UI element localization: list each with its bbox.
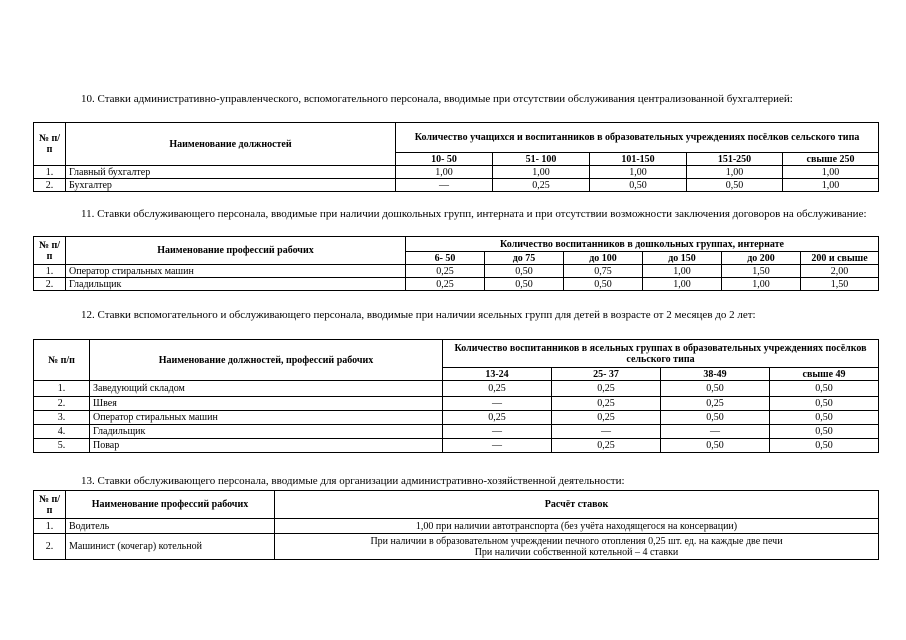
rate-cell: 2,00 xyxy=(801,265,879,278)
group-header: Количество учащихся и воспитанников в образовательных учреждениях посёлков сельского типа xyxy=(396,123,879,153)
row-number: 1. xyxy=(34,381,90,397)
column-header: 38-49 xyxy=(661,368,770,381)
column-header: 151-250 xyxy=(687,153,783,166)
rate-cell: 0,25 xyxy=(552,397,661,411)
table-row xyxy=(34,278,879,291)
row-name: Гладильщик xyxy=(90,425,443,439)
column-header: 6- 50 xyxy=(406,252,485,265)
num-header: № п/п xyxy=(34,340,90,381)
row-name: Швея xyxy=(90,397,443,411)
group-header: Количество воспитанников в дошкольных группах, интернате xyxy=(406,237,879,252)
num-header: № п/п xyxy=(34,123,66,166)
rate-cell: — xyxy=(443,425,552,439)
rate-cell: — xyxy=(552,425,661,439)
column-header: 51- 100 xyxy=(493,153,590,166)
row-name: Бухгалтер xyxy=(66,179,396,192)
rate-cell: 0,50 xyxy=(770,439,879,453)
row-number: 3. xyxy=(34,411,90,425)
rate-cell: 0,50 xyxy=(564,278,643,291)
rate-cell: — xyxy=(443,439,552,453)
column-header: 25- 37 xyxy=(552,368,661,381)
section-10-caption: 10. Ставки административно-управленческого, вспомогательного персонала, вводимые при отсутствии обслуживания централизованной бухгалтерией: xyxy=(81,93,793,105)
rate-cell: 0,50 xyxy=(661,381,770,397)
row-name: Машинист (кочегар) котельной xyxy=(66,534,275,560)
rate-cell: 0,50 xyxy=(661,439,770,453)
column-header: 101-150 xyxy=(590,153,687,166)
row-number: 1. xyxy=(34,166,66,179)
calc-cell xyxy=(275,519,879,534)
calc-line: При наличии собственной котельной – 4 ставки xyxy=(474,546,679,558)
row-number: 2. xyxy=(34,179,66,192)
name-header: Наименование профессий рабочих xyxy=(66,491,275,519)
column-header: 13-24 xyxy=(443,368,552,381)
num-header: № п/п xyxy=(34,237,66,265)
calc-line: При наличии в образовательном учреждении печного отопления 0,25 шт. ед. на каждые две печи xyxy=(370,535,783,547)
table-row xyxy=(34,265,879,278)
calc-header: Расчёт ставок xyxy=(275,491,879,519)
calc-line: 1,00 при наличии автотранспорта (без учёта находящегося на консервации) xyxy=(415,520,738,532)
column-header: 10- 50 xyxy=(396,153,493,166)
rate-cell: 0,50 xyxy=(770,381,879,397)
rate-cell: 0,50 xyxy=(661,411,770,425)
rate-cell: 0,50 xyxy=(687,179,783,192)
section-12-caption: 12. Ставки вспомогательного и обслуживающего персонала, вводимые при наличии ясельных групп для детей в возрасте от 2 месяцев до 2 лет: xyxy=(81,309,756,321)
table-row xyxy=(34,439,879,453)
rate-cell: 1,50 xyxy=(801,278,879,291)
row-name: Оператор стиральных машин xyxy=(90,411,443,425)
row-number: 1. xyxy=(34,519,66,534)
rate-cell: 1,00 xyxy=(493,166,590,179)
row-name: Водитель xyxy=(66,519,275,534)
column-header: до 200 xyxy=(722,252,801,265)
rate-cell: 1,00 xyxy=(783,166,879,179)
rate-cell: 0,50 xyxy=(770,425,879,439)
rate-cell: 0,25 xyxy=(552,381,661,397)
rate-cell: 1,00 xyxy=(783,179,879,192)
rate-cell: 1,00 xyxy=(396,166,493,179)
rate-cell: 0,50 xyxy=(770,397,879,411)
row-name: Гладильщик xyxy=(66,278,406,291)
rate-cell: 1,00 xyxy=(643,265,722,278)
row-number: 5. xyxy=(34,439,90,453)
row-name: Повар xyxy=(90,439,443,453)
rate-cell: 0,50 xyxy=(590,179,687,192)
rate-cell: 1,00 xyxy=(590,166,687,179)
rate-cell: 0,25 xyxy=(443,411,552,425)
section-12-table xyxy=(33,339,879,453)
rate-cell: — xyxy=(661,425,770,439)
group-header: Количество воспитанников в ясельных группах в образовательных учреждениях посёлков сельского типа xyxy=(443,340,879,368)
table-row xyxy=(34,397,879,411)
row-number: 2. xyxy=(34,397,90,411)
row-name: Заведующий складом xyxy=(90,381,443,397)
table-row xyxy=(34,411,879,425)
table-row xyxy=(34,179,879,192)
table-row xyxy=(34,381,879,397)
rate-cell: 0,25 xyxy=(661,397,770,411)
rate-cell: 0,50 xyxy=(485,265,564,278)
row-number: 4. xyxy=(34,425,90,439)
rate-cell: 0,25 xyxy=(552,439,661,453)
table-row xyxy=(34,519,879,534)
section-13-caption: 13. Ставки обслуживающего персонала, вводимые для организации административно-хозяйственной деятельности: xyxy=(81,475,625,487)
column-header: до 100 xyxy=(564,252,643,265)
row-name: Главный бухгалтер xyxy=(66,166,396,179)
section-13-table xyxy=(33,490,879,560)
rate-cell: 0,25 xyxy=(443,381,552,397)
table-row xyxy=(34,534,879,560)
column-header: до 75 xyxy=(485,252,564,265)
num-header: № п/п xyxy=(34,491,66,519)
rate-cell: 1,00 xyxy=(643,278,722,291)
rate-cell: 1,00 xyxy=(687,166,783,179)
section-11-caption: 11. Ставки обслуживающего персонала, вводимые при наличии дошкольных групп, интерната и при отсутствии возможности заключения договоров на обслуживание: xyxy=(81,208,867,220)
row-name: Оператор стиральных машин xyxy=(66,265,406,278)
name-header: Наименование должностей xyxy=(66,123,396,166)
column-header: свыше 49 xyxy=(770,368,879,381)
column-header: до 150 xyxy=(643,252,722,265)
rate-cell: 0,25 xyxy=(406,278,485,291)
section-11-table xyxy=(33,236,879,291)
rate-cell: — xyxy=(396,179,493,192)
name-header: Наименование профессий рабочих xyxy=(66,237,406,265)
row-number: 2. xyxy=(34,534,66,560)
rate-cell: 0,75 xyxy=(564,265,643,278)
rate-cell: 0,50 xyxy=(770,411,879,425)
column-header: свыше 250 xyxy=(783,153,879,166)
rate-cell: 0,50 xyxy=(485,278,564,291)
table-row xyxy=(34,425,879,439)
rate-cell: — xyxy=(443,397,552,411)
table-row xyxy=(34,166,879,179)
column-header: 200 и свыше xyxy=(801,252,879,265)
rate-cell: 0,25 xyxy=(552,411,661,425)
name-header: Наименование должностей, профессий рабочих xyxy=(90,340,443,381)
rate-cell: 0,25 xyxy=(406,265,485,278)
calc-cell xyxy=(275,534,879,560)
rate-cell: 1,00 xyxy=(722,278,801,291)
rate-cell: 1,50 xyxy=(722,265,801,278)
row-number: 1. xyxy=(34,265,66,278)
row-number: 2. xyxy=(34,278,66,291)
section-10-table xyxy=(33,122,879,192)
rate-cell: 0,25 xyxy=(493,179,590,192)
